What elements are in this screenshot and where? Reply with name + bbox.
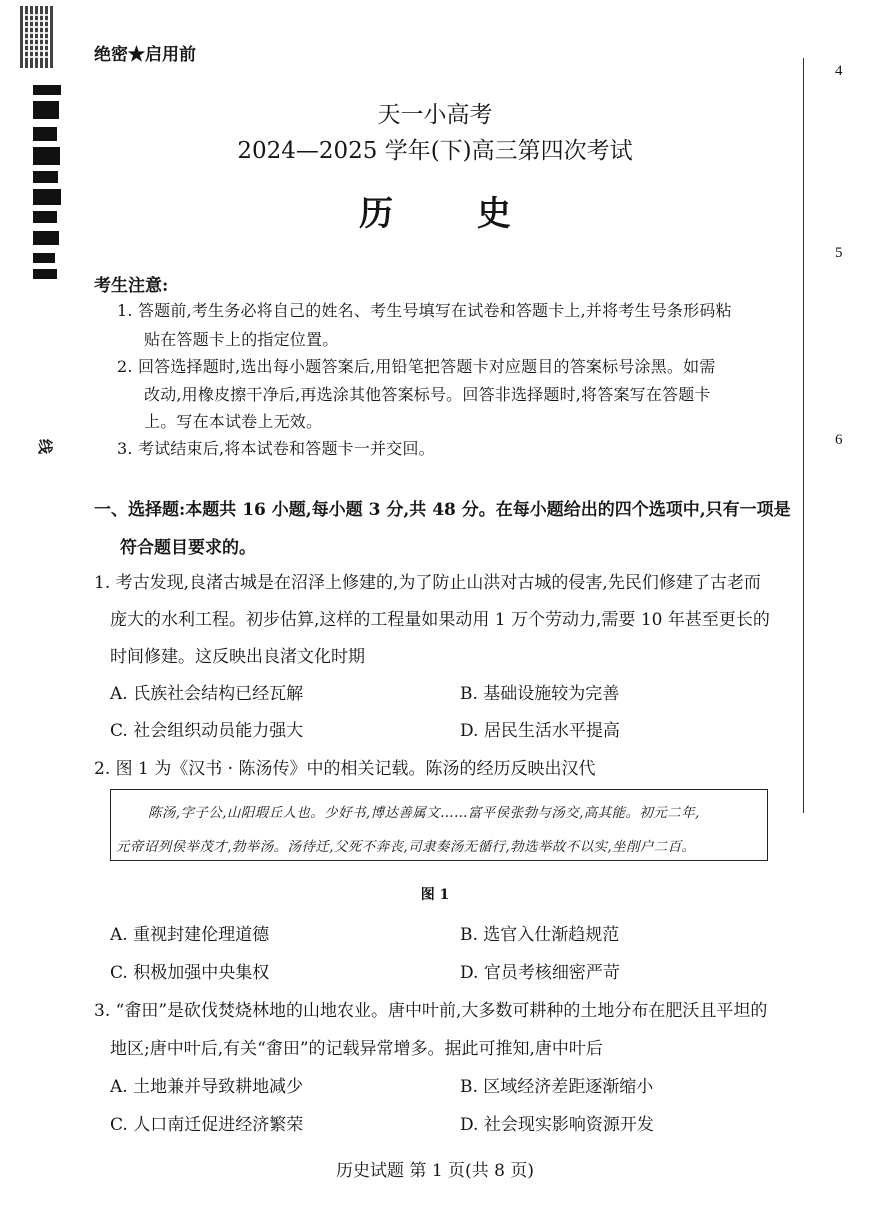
question-1-option-b[interactable]: B. 基础设施较为完善: [460, 684, 620, 704]
notice-line: 上。写在本试卷上无效。: [144, 412, 323, 431]
figure-1-quote-line: 陈汤,字子公,山阳瑕丘人也。少好书,博达善属文……富平侯张勃与汤交,高其能。初元二年,: [148, 805, 700, 821]
figure-1-caption: 图 1: [420, 887, 450, 903]
figure-1-quote-line: 元帝诏列侯举茂才,勃举汤。汤待迁,父死不奔丧,司隶奏汤无循行,勃选举故不以实,坐削户二百。: [116, 839, 696, 855]
question-3-option-c[interactable]: C. 人口南迁促进经济繁荣: [110, 1115, 304, 1135]
page-footer: 历史试题 第 1 页(共 8 页): [336, 1161, 534, 1181]
section-heading-cont: 符合题目要求的。: [120, 538, 256, 558]
notice-line: 改动,用橡皮擦干净后,再选涂其他答案标号。回答非选择题时,将答案写在答题卡: [144, 385, 711, 404]
confidential-label: 绝密★启用前: [94, 45, 196, 65]
notice-line: 2. 回答选择题时,选出每小题答案后,用铅笔把答题卡对应题目的答案标号涂黑。如需: [117, 357, 716, 376]
margin-line: [803, 58, 804, 813]
margin-number: 6: [835, 432, 843, 448]
notice-line: 贴在答题卡上的指定位置。: [144, 330, 339, 349]
question-1-text: 1. 考古发现,良渚古城是在沼泽上修建的,为了防止山洪对古城的侵害,先民们修建了古老而: [94, 573, 761, 593]
question-1-option-a[interactable]: A. 氏族社会结构已经瓦解: [110, 684, 304, 704]
question-2-option-d[interactable]: D. 官员考核细密严苛: [460, 963, 620, 983]
notice-line: 3. 考试结束后,将本试卷和答题卡一并交回。: [117, 439, 435, 458]
question-2-text: 2. 图 1 为《汉书 · 陈汤传》中的相关记载。陈汤的经历反映出汉代: [94, 759, 596, 779]
margin-number: 4: [835, 63, 843, 79]
question-3-text: 地区;唐中叶后,有关“畬田”的记载异常增多。据此可推知,唐中叶后: [110, 1039, 603, 1059]
notice-heading: 考生注意:: [94, 276, 169, 296]
question-1-text: 庞大的水利工程。初步估算,这样的工程量如果动用 1 万个劳动力,需要 10 年甚至更长的: [110, 610, 770, 630]
question-1-option-d[interactable]: D. 居民生活水平提高: [460, 721, 620, 741]
qr-code: [20, 6, 54, 68]
question-3-text: 3. “畬田”是砍伐焚烧林地的山地农业。唐中叶前,大多数可耕种的土地分布在肥沃且平坦的: [94, 1001, 768, 1021]
question-3-option-d[interactable]: D. 社会现实影响资源开发: [460, 1115, 654, 1135]
notice-line: 1. 答题前,考生务必将自己的姓名、考生号填写在试卷和答题卡上,并将考生号条形码粘: [117, 301, 732, 320]
question-2-option-b[interactable]: B. 选官入仕渐趋规范: [460, 925, 620, 945]
question-1-text: 时间修建。这反映出良渚文化时期: [110, 647, 365, 667]
binding-mark: 线: [36, 438, 55, 455]
question-2-option-c[interactable]: C. 积极加强中央集权: [110, 963, 270, 983]
question-3-option-a[interactable]: A. 土地兼并导致耕地减少: [110, 1077, 304, 1097]
subject-title: 历 史: [359, 194, 547, 234]
question-2-option-a[interactable]: A. 重视封建伦理道德: [110, 925, 270, 945]
question-1-option-c[interactable]: C. 社会组织动员能力强大: [110, 721, 304, 741]
exam-subtitle: 2024—2025 学年(下)高三第四次考试: [237, 138, 633, 164]
question-3-option-b[interactable]: B. 区域经济差距逐渐缩小: [460, 1077, 654, 1097]
margin-number: 5: [835, 245, 843, 261]
section-heading: 一、选择题:本题共 16 小题,每小题 3 分,共 48 分。在每小题给出的四个选项中,只有一项是: [94, 500, 791, 520]
exam-title: 天一小高考: [377, 102, 493, 128]
